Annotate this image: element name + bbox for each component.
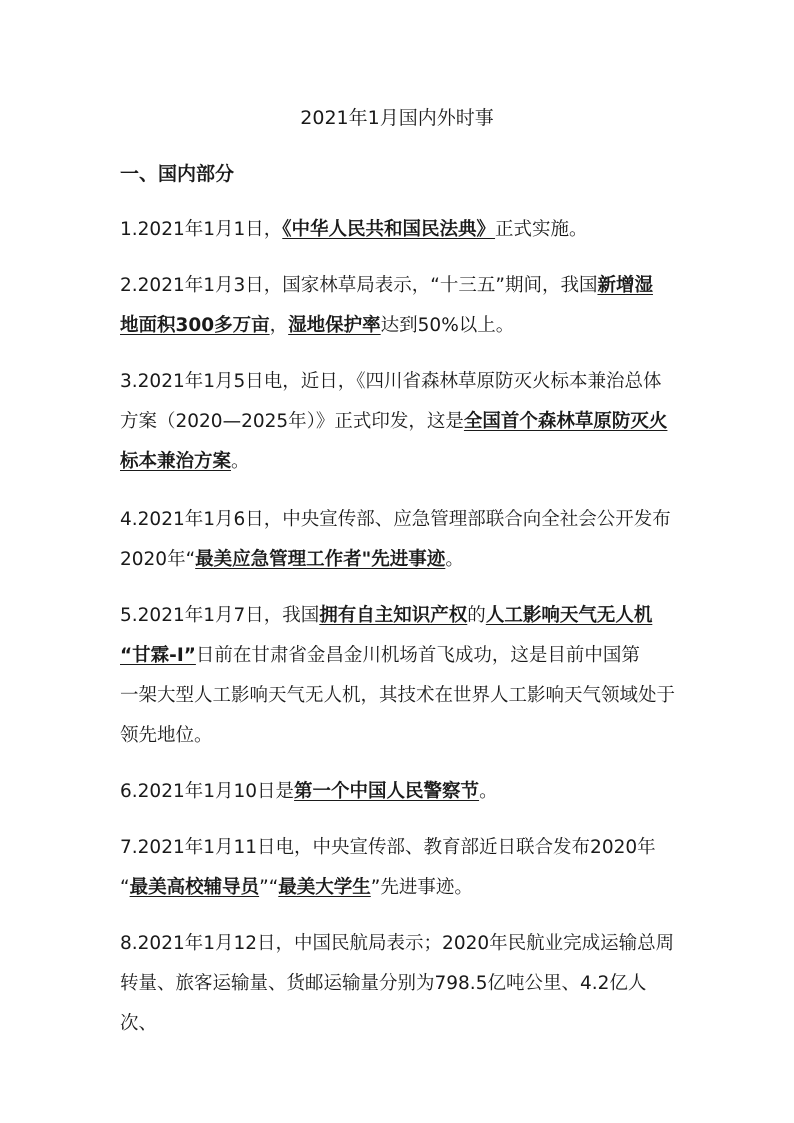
text-line (120, 266, 680, 306)
highlighted-phrase: 地面积300多万亩 (120, 315, 270, 336)
text-run: 一架大型人工影响天气无人机，其技术在世界人工影响天气领域处于 (120, 685, 676, 706)
text-run: 日前在甘肃省金昌金川机场首飞成功，这是目前中国第 (195, 645, 640, 666)
highlighted-phrase: 新增湿 (597, 275, 653, 296)
highlighted-phrase: 《中华人民共和国民法典》 (282, 219, 496, 240)
text-line (120, 210, 680, 250)
text-line (120, 362, 680, 402)
section-heading: 一、国内部分 (120, 163, 235, 185)
text-run: ， (269, 315, 289, 336)
text-line (120, 924, 680, 964)
news-item-2 (120, 266, 680, 346)
highlighted-phrase: 最美大学生 (278, 877, 371, 898)
text-run: 5.2021年1月7日，我国 (120, 605, 320, 626)
text-run: 正式实施。 (495, 219, 588, 240)
news-item-8 (120, 924, 680, 1044)
text-line (120, 540, 680, 580)
news-item-6 (120, 772, 680, 812)
text-line (120, 306, 680, 346)
highlighted-phrase: 湿地保护率 (288, 315, 381, 336)
text-line (120, 716, 680, 756)
text-run: 2.2021年1月3日，国家林草局表示，“十三五”期间，我国 (120, 275, 598, 296)
text-run: 3.2021年1月5日电，近日，《四川省森林草原防灭火标本兼治总体 (120, 371, 662, 392)
text-line (120, 828, 680, 868)
text-run: 8.2021年1月12日，中国民航局表示；2020年民航业完成运输总周 (120, 933, 675, 954)
highlighted-phrase: 最美高校辅导员 (129, 877, 260, 898)
text-run: 1.2021年1月1日， (120, 219, 283, 240)
highlighted-phrase: “甘霖-Ⅰ” (120, 645, 196, 666)
text-line (120, 772, 680, 812)
news-item-7 (120, 828, 680, 908)
text-line (120, 442, 680, 482)
highlighted-phrase: 人工影响天气无人机 (485, 605, 653, 626)
text-run: ”先进事迹。 (370, 877, 473, 898)
news-item-4 (120, 500, 680, 580)
text-run: 领先地位。 (120, 725, 213, 746)
news-item-5 (120, 596, 680, 756)
text-run: 4.2021年1月6日，中央宣传部、应急管理部联合向全社会公开发布 (120, 509, 671, 530)
highlighted-phrase: 拥有自主知识产权 (319, 605, 468, 626)
news-item-1 (120, 210, 680, 250)
text-line (120, 402, 680, 442)
text-run: 。 (445, 549, 464, 570)
text-line (120, 964, 680, 1044)
text-run: 达到50%以上。 (380, 315, 515, 336)
highlighted-phrase: 第一个中国人民警察节 (294, 781, 480, 802)
text-line (120, 676, 680, 716)
text-line (120, 636, 680, 676)
document-title: 2021年1月国内外时事 (300, 107, 494, 129)
text-line (120, 596, 680, 636)
text-line (120, 868, 680, 908)
text-run: 6.2021年1月10日是 (120, 781, 295, 802)
text-line (120, 500, 680, 540)
text-run: 7.2021年1月11日电，中央宣传部、教育部近日联合发布2020年 (120, 837, 656, 858)
text-run: 的 (467, 605, 486, 626)
text-run: 转量、旅客运输量、货邮运输量分别为798.5亿吨公里、4.2亿人次、 (120, 973, 647, 1034)
text-run: 。 (479, 781, 498, 802)
text-run: 方案（2020—2025年）》正式印发，这是 (120, 411, 464, 432)
text-run: 。 (231, 451, 250, 472)
text-run: ”“ (259, 877, 279, 898)
highlighted-phrase: 全国首个森林草原防灭火 (463, 411, 668, 432)
highlighted-phrase: 最美应急管理工作者"先进事迹 (195, 549, 446, 570)
highlighted-phrase: 标本兼治方案 (120, 451, 232, 472)
text-run: “ (120, 877, 130, 898)
text-run: 2020年“ (120, 549, 196, 570)
news-item-3 (120, 362, 680, 482)
